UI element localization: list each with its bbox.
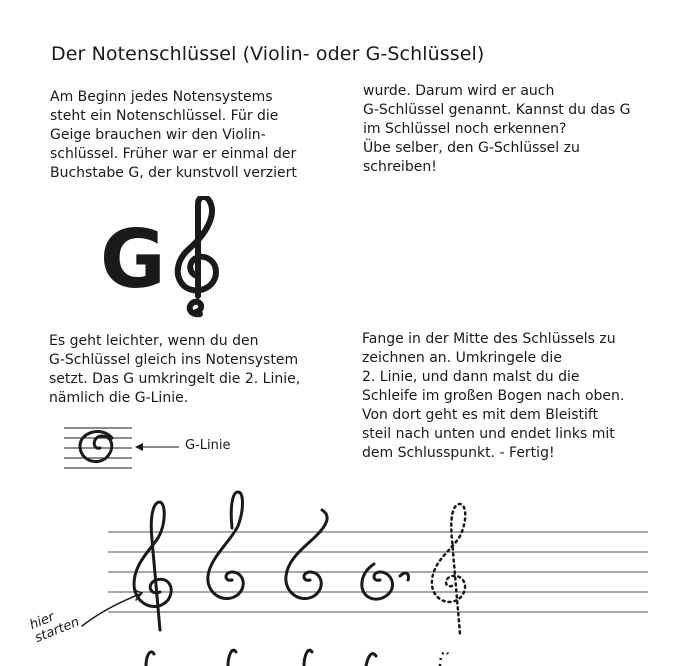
- big-letter-g: G: [100, 213, 166, 306]
- next-row-clef-tops: [146, 650, 376, 666]
- intro-paragraph-right: wurde. Darum wird er auch G-Schlüssel genannt. Kannst du das G im Schlüssel noch erkennen? Übe selber, den G-Schlüssel zu schreiben!: [363, 83, 631, 175]
- staff-paragraph-right: Fange in der Mitte des Schlüssels zu zeichnen an. Umkringele die 2. Linie, und dann malst du die Schleife im großen Bogen nach oben. Von dort geht es mit dem Bleistift steil nach unten und endet links mit dem Schlusspunkt. - Fertig!: [362, 331, 625, 461]
- arrow-left-icon: [133, 441, 181, 453]
- start-arrow-icon: [82, 590, 142, 626]
- practice-staff: [0, 480, 699, 666]
- clef-step-2: [208, 492, 243, 599]
- clef-step-1: [134, 502, 171, 630]
- staff-paragraph-left: Es geht leichter, wenn du den G-Schlüssel gleich ins Notensystem setzt. Das G umkringelt die 2. Linie, nämlich die G-Linie.: [49, 333, 301, 406]
- page-title: Der Notenschlüssel (Violin- oder G-Schlüssel): [51, 43, 485, 65]
- mini-staff-with-clef: [62, 424, 134, 472]
- treble-clef-icon: [168, 196, 228, 320]
- clef-trace-dotted: [432, 504, 465, 634]
- clef-step-3: [286, 510, 327, 599]
- start-here-label: hier starten: [27, 609, 82, 646]
- intro-paragraph-left: Am Beginn jedes Notensystems steht ein Notenschlüssel. Für die Geige brauchen wir den Violin- schlüssel. Früher war er einmal der Buchstabe G, der kunstvoll verziert: [50, 89, 297, 181]
- clef-step-4: [362, 564, 409, 599]
- g-line-label: G-Linie: [185, 438, 231, 453]
